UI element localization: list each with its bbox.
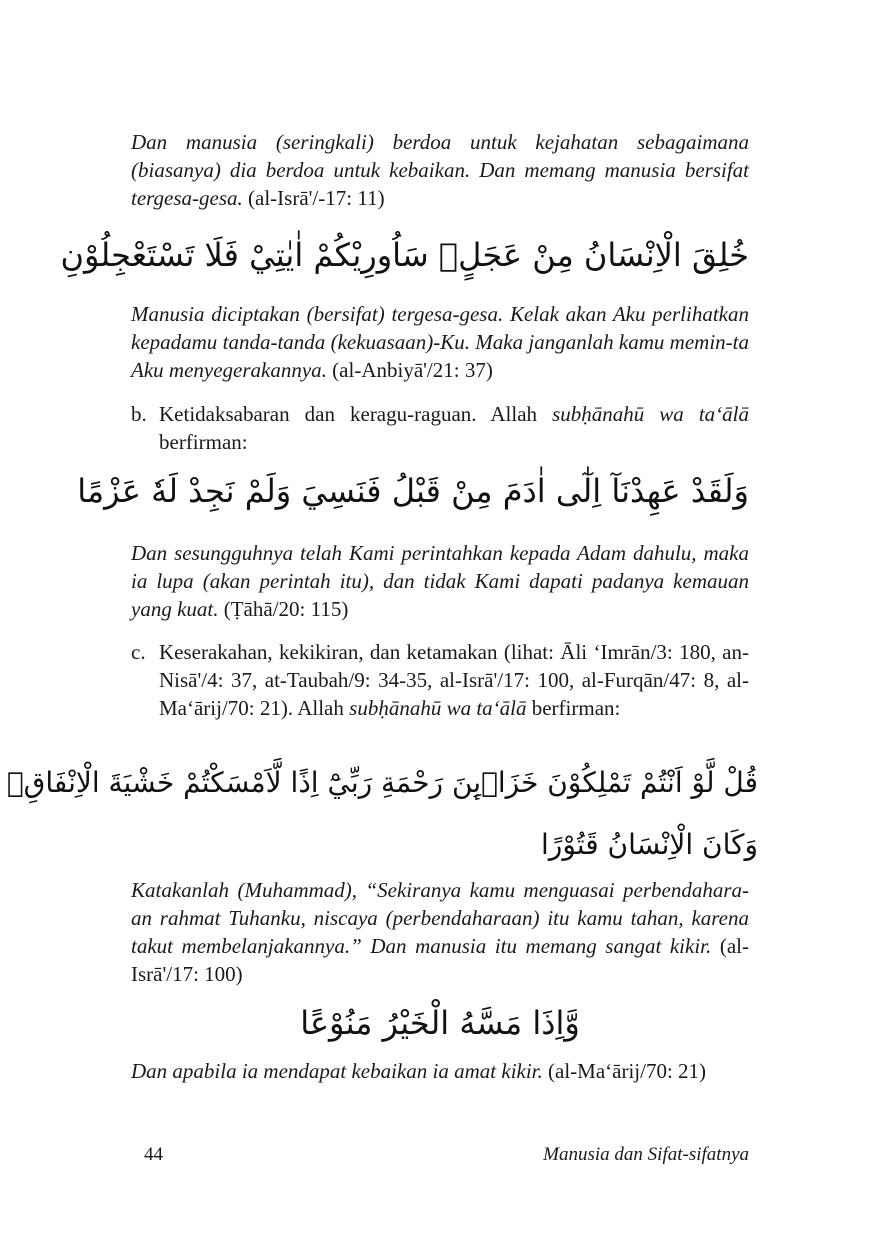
list-item xyxy=(131,638,749,722)
page-number: 44 xyxy=(144,1144,163,1165)
list-item-tail: berfirman: xyxy=(159,430,248,454)
verse-reference: (al-Isrā'/17: 100) xyxy=(131,934,749,986)
running-title: Manusia dan Sifat-sifatnya xyxy=(543,1144,749,1165)
translation-paragraph xyxy=(131,1057,749,1085)
arabic-verse: وَلَقَدْ عَهِدْنَآ اِلٰٓى اٰدَمَ مِنْ قَبْلُ فَنَسِيَ وَلَمْ نَجِدْ لَهٗ عَزْمًا xyxy=(77,472,749,510)
translation-paragraph xyxy=(131,539,749,623)
arabic-verse-line: قُلْ لَّوْ اَنْتُمْ تَمْلِكُوْنَ خَزَاۤىِٕنَ رَحْمَةِ رَبِّيْٓ اِذًا لَّاَمْسَكْتُمْ خَشْيَةَ الْاِنْفَاقِۗ xyxy=(6,766,758,799)
list-item-text: Keserakahan, kekikiran, dan ketamakan (lihat: Āli ‘Imrān/3: 180, an-Nisā'/4: 37, at-Taubah/9: 34-35, al-Isrā'/17: 100, al-Furqān/47: 8, al-Ma‘ārij/70: 21). Allah xyxy=(159,640,749,720)
arabic-verse-line: وَكَانَ الْاِنْسَانُ قَتُوْرًا xyxy=(541,828,758,861)
translation-text: Dan sesungguhnya telah Kami perintahkan kepada Adam dahulu, maka ia lupa (akan perintah itu), dan tidak Kami dapati padanya kemauan yang kuat. xyxy=(131,541,749,621)
list-marker: c. xyxy=(131,640,146,664)
verse-reference: (Ṭāhā/20: 115) xyxy=(223,597,349,621)
list-item-tail: berfirman: xyxy=(531,696,621,720)
verse-reference: (al-Ma‘ārij/70: 21) xyxy=(548,1059,707,1083)
verse-reference: (al-Isrā'/-17: 11) xyxy=(248,186,385,210)
arabic-verse: وَّاِذَا مَسَّهُ الْخَيْرُ مَنُوْعًا xyxy=(300,1004,580,1042)
list-item xyxy=(131,400,749,456)
translation-paragraph xyxy=(131,300,749,384)
verse-reference: (al-Anbiyā'/21: 37) xyxy=(332,358,493,382)
translation-paragraph xyxy=(131,876,749,988)
translation-paragraph xyxy=(131,128,749,212)
list-marker: b. xyxy=(131,402,147,426)
honorific-phrase: subḥānahū wa ta‘ālā xyxy=(552,402,750,426)
translation-text: Dan apabila ia mendapat kebaikan ia amat kikir. xyxy=(131,1059,543,1083)
translation-text: Manusia diciptakan (bersifat) tergesa-gesa. Kelak akan Aku perlihatkan kepadamu tanda-tanda (kekuasaan)-Ku. Maka janganlah kamu memin-ta Aku menyegerakannya. xyxy=(131,302,749,382)
arabic-verse: خُلِقَ الْاِنْسَانُ مِنْ عَجَلٍۗ سَاُورِيْكُمْ اٰيٰتِيْ فَلَا تَسْتَعْجِلُوْنِ xyxy=(60,236,749,274)
translation-text: Katakanlah (Muhammad), “Sekiranya kamu menguasai perbendahara-an rahmat Tuhanku, niscaya (perbendaharaan) itu kamu tahan, karena takut membelanjakannya.” Dan manusia itu memang sangat kikir. xyxy=(131,878,749,958)
translation-text: Dan manusia (seringkali) berdoa untuk kejahatan sebagaimana (biasanya) dia berdoa untuk kebaikan. Dan memang manusia bersifat tergesa-gesa. xyxy=(131,130,749,210)
list-item-text: Ketidaksabaran dan keragu-raguan. Allah xyxy=(159,402,538,426)
honorific-phrase: subḥānahū wa ta‘ālā xyxy=(349,696,527,720)
